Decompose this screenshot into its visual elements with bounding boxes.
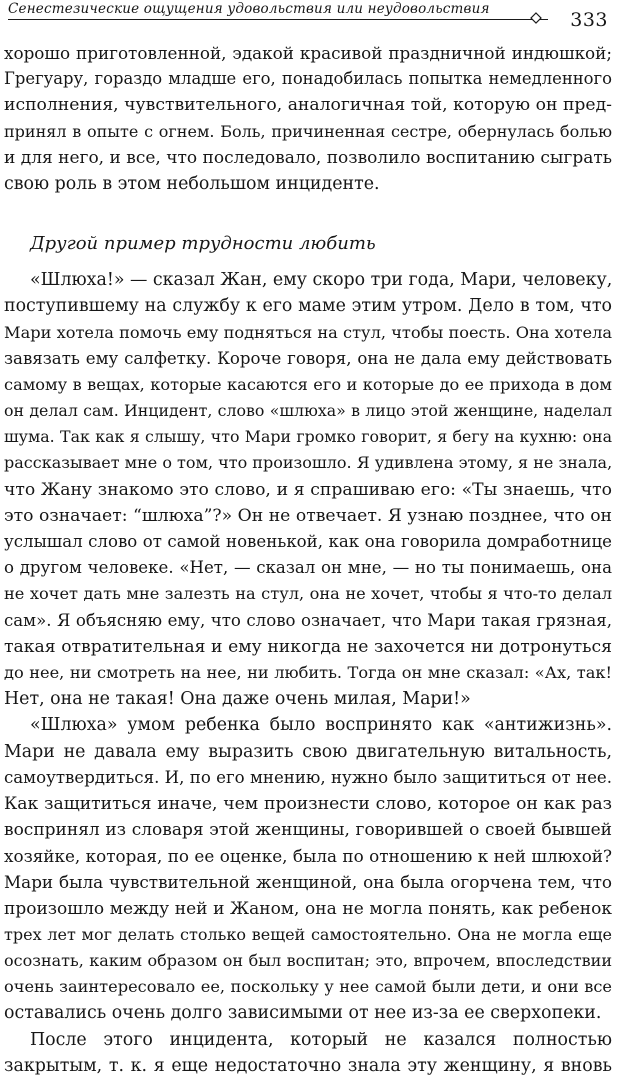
text-line: рассказывает мне о том, что произошло. Я удивлена этому, я не знала, [4, 453, 613, 473]
text-line: самому в вещах, которые касаются его и которые до ее прихода в дом [4, 374, 612, 394]
text-line: самоутвердиться. И, по его мнению, нужно было защититься от нее. [4, 767, 612, 787]
paragraph-3 [4, 712, 612, 1026]
paragraph-1 [4, 40, 612, 197]
text-line: принял в опыте с огнем. Боль, причиненная сестре, обернулась болью [4, 121, 612, 141]
text-line: «Шлюха» умом ребенка было воспринято как «антижизнь». [30, 715, 612, 736]
text-line: исполнения, чувствительного, аналогичная той, которую он пред- [4, 95, 612, 116]
text-line: завязать ему салфетку. Короче говоря, она не дала ему действовать [4, 348, 612, 368]
text-line: о другом человеке. «Нет, — сказал он мне, — но ты понимаешь, она [4, 558, 612, 578]
text-line: он делал сам. Инцидент, слово «шлюха» в лицо этой женщине, наделал [4, 401, 612, 421]
page-number: 333 [570, 9, 608, 31]
text-line: шума. Так как я слышу, что Мари громко говорит, я бегу на кухню: она [4, 427, 612, 447]
text-line: такая отвратительная и ему никогда не захочется ни дотронуться [4, 636, 612, 657]
text-line: очень заинтересовало ее, поскольку у нее самой были дети, и они все [4, 977, 612, 997]
text-line: воспринял из словаря этой женщины, говорившей о своей бывшей [4, 820, 612, 841]
text-line: закрытым, т. к. я еще недостаточно знала эту женщину, я вновь [4, 1055, 612, 1076]
text-line: Грегуару, гораздо младше его, понадобилась попытка немедленного [4, 69, 612, 89]
text-line: свою роль в этом небольшом инциденте. [4, 173, 380, 194]
text-line: это означает: “шлюха”?» Он не отвечает. Я узнаю позднее, что он [4, 505, 612, 526]
text-line: хозяйке, которая, по ее оценке, была по отношению к ней шлюхой? [4, 846, 612, 867]
text-line: После этого инцидента, который не казался полностью [30, 1029, 612, 1050]
text-line: Мари хотела помочь ему подняться на стул, чтобы поесть. Она хотела [4, 322, 612, 342]
text-line: до нее, ни смотреть на нее, ни любить. Тогда он мне сказал: «Ах, так! [4, 662, 612, 682]
running-head [4, 0, 612, 40]
paragraph-2 [4, 267, 612, 712]
text-line: трех лет мог делать столько вещей самостоятельно. Она не могла еще [4, 924, 612, 944]
text-line: услышал слово от самой новенькой, как она говорила домработнице [4, 532, 612, 551]
body-text [4, 40, 612, 1079]
text-line: Мари не давала ему выразить свою двигательную витальность, [4, 741, 612, 762]
text-line: сам». Я объясняю ему, что слово означает, что Мари такая грязная, [4, 610, 612, 630]
text-line: «Шлюха!» — сказал Жан, ему скоро три года, Мари, человеку, [30, 270, 613, 291]
running-head-title: Сенестезические ощущения удовольствия или неудовольствия [8, 1, 490, 17]
running-head-rule [8, 19, 548, 20]
section-gap [4, 197, 612, 231]
text-line: хорошо приготовленной, эдакой красивой праздничной индюшкой; [4, 43, 612, 63]
paragraph-4 [4, 1027, 612, 1079]
text-line: оставались очень долго зависимыми от нее из-за ее сверхопеки. [4, 1003, 602, 1024]
text-line: и для него, и все, что последовало, позволило воспитанию сыграть [4, 147, 612, 168]
section-subheading: Другой пример трудности любить [30, 233, 376, 255]
diamond-ornament-icon [530, 12, 542, 24]
text-line: произошло между ней и Жаном, она не могла понять, как ребенок [4, 898, 612, 919]
text-line: Нет, она не такая! Она даже очень милая, Мари!» [4, 689, 471, 710]
text-line: поступившему на службу к его маме этим утром. Дело в том, что [4, 296, 612, 317]
text-line: не хочет дать мне залезть на стул, она не хочет, чтобы я что-то делал [4, 584, 612, 604]
text-line: осознать, каким образом он был воспитан; это, впрочем, впоследствии [4, 951, 612, 970]
text-line: что Жану знакомо это слово, и я спрашиваю его: «Ты знаешь, что [4, 479, 612, 500]
text-line: Как защититься иначе, чем произнести слово, которое он как раз [4, 793, 612, 814]
text-line: Мари была чувствительной женщиной, она была огорчена тем, что [4, 872, 612, 893]
